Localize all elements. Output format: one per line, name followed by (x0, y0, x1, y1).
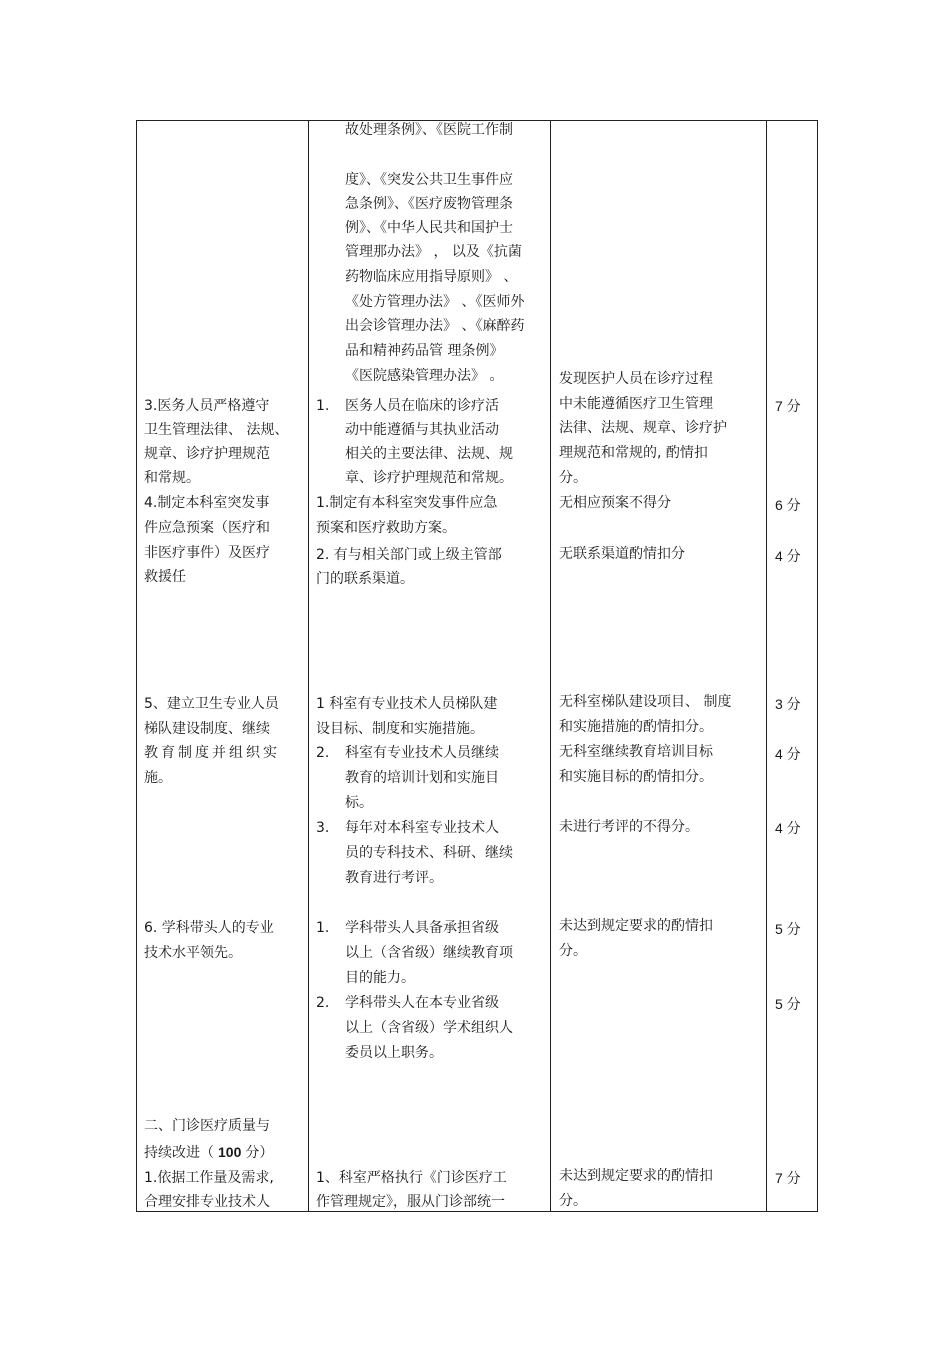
item-title-line: 1.依据工作量及需求, (144, 1170, 274, 1186)
legal-list-line: 《处方管理办法》 、《医师外 (345, 294, 525, 310)
item-title-line: 教育制度并组织实 (144, 745, 280, 761)
deduction-line: 未进行考评的不得分。 (559, 819, 699, 835)
item-title-line: 合理安排专业技术人 (144, 1194, 270, 1210)
requirement-line: 学科带头人具备承担省级 (345, 920, 499, 936)
requirement-line: 预案和医疗救助方案。 (316, 520, 456, 536)
deduction-line: 无相应预案不得分 (559, 495, 671, 511)
item-title-line: 6. 学科带头人的专业 (144, 920, 274, 936)
requirement-number: 1. (316, 920, 330, 936)
requirement-line: 章、诊疗护理规范和常规。 (345, 470, 513, 486)
score: 4 分 (775, 746, 801, 762)
item-title-line: 梯队建设制度、继续 (144, 721, 270, 737)
deduction-line: 发现医护人员在诊疗过程 (559, 371, 713, 387)
score: 4 分 (775, 820, 801, 836)
item-title-line: 救援任 (144, 569, 186, 585)
section-points: 100 (218, 1144, 242, 1160)
requirement-line: 委员以上职务。 (345, 1045, 443, 1061)
requirement-line: 相关的主要法律、法规、规 (345, 446, 513, 462)
score: 3 分 (775, 696, 801, 712)
requirement-number: 1. (316, 398, 330, 414)
requirement-line: 以上（含省级）学术组织人 (345, 1020, 513, 1036)
deduction-line: 未达到规定要求的酌情扣 (559, 1168, 713, 1184)
deduction-line: 分。 (559, 470, 587, 486)
item-title-line: 4.制定本科室突发事 (144, 495, 270, 511)
item-title-line: 和常规。 (144, 470, 200, 486)
section-title-suffix: 分） (245, 1145, 274, 1161)
legal-list-line: 故处理条例》、《医院工作制 (345, 122, 513, 138)
deduction-line: 未达到规定要求的酌情扣 (559, 918, 713, 934)
requirement-line: 1.制定有本科室突发事件应急 (316, 495, 498, 511)
deduction-line: 法律、法规、规章、诊疗护 (559, 420, 727, 436)
requirement-number: 2. (316, 995, 330, 1011)
item-title-line: 施。 (144, 770, 172, 786)
score: 4 分 (775, 548, 801, 564)
item-title-line: 技术水平领先。 (144, 945, 242, 961)
deduction-line: 无科室梯队建设项目、 制度 (559, 694, 732, 710)
score: 6 分 (775, 497, 801, 513)
item-title-line: 3.医务人员严格遵守 (144, 398, 270, 414)
column-divider-3 (766, 120, 767, 1212)
legal-list-line: 《医院感染管理办法》 。 (345, 368, 504, 384)
deduction-line: 分。 (559, 1193, 587, 1209)
column-divider-2 (550, 120, 551, 1212)
legal-list-line: 例》、《中华人民共和国护士 (345, 220, 513, 236)
requirement-line: 2. 有与相关部门或上级主管部 (316, 547, 502, 563)
column-divider-1 (308, 120, 309, 1212)
requirement-line: 每年对本科室专业技术人 (345, 820, 499, 836)
requirement-line: 标。 (345, 795, 373, 811)
section-title-line: 二、门诊医疗质量与 (144, 1118, 270, 1134)
item-title-line: 卫生管理法律、 法规、 (144, 422, 289, 438)
requirement-number: 3. (316, 820, 330, 836)
score: 7 分 (775, 1170, 801, 1186)
item-title-line: 非医疗事件）及医疗 (144, 545, 270, 561)
requirement-line: 1、科室严格执行《门诊医疗工 (316, 1170, 507, 1186)
score: 7 分 (775, 398, 801, 414)
requirement-line: 目的能力。 (345, 970, 415, 986)
section-title-prefix: 持续改进（ (144, 1145, 214, 1161)
item-title-line: 件应急预案（医疗和 (144, 520, 270, 536)
score: 5 分 (775, 996, 801, 1012)
requirement-line: 医务人员在临床的诊疗活 (345, 398, 499, 414)
deduction-line: 和实施目标的酌情扣分。 (559, 769, 713, 785)
deduction-line: 中未能遵循医疗卫生管理 (559, 396, 713, 412)
requirement-line: 作管理规定》，服从门诊部统一 (316, 1194, 505, 1210)
legal-list-line: 出会诊管理办法》 、《麻醉药 (345, 318, 525, 334)
requirement-line: 员的专科技术、科研、继续 (345, 845, 513, 861)
requirement-number: 2. (316, 745, 330, 761)
score: 5 分 (775, 921, 801, 937)
deduction-line: 和实施措施的酌情扣分。 (559, 719, 713, 735)
legal-list-line: 管理那办法》 ， 以及《抗菌 (345, 244, 522, 260)
deduction-line: 理规范和常规的, 酌情扣 (559, 445, 708, 461)
requirement-line: 1 科室有专业技术人员梯队建 (316, 696, 498, 712)
item-title-line: 规章、诊疗护理规范 (144, 446, 270, 462)
requirement-line: 设目标、制度和实施措施。 (316, 721, 484, 737)
requirement-line: 动中能遵循与其执业活动 (345, 422, 499, 438)
item-title-line: 5、建立卫生专业人员 (144, 696, 279, 712)
requirement-line: 门的联系渠道。 (316, 571, 414, 587)
deduction-line: 分。 (559, 943, 587, 959)
requirement-line: 教育的培训计划和实施目 (345, 770, 499, 786)
deduction-line: 无联系渠道酌情扣分 (559, 546, 685, 562)
legal-list-line: 度》、《突发公共卫生事件应 (345, 172, 513, 188)
requirement-line: 科室有专业技术人员继续 (345, 745, 499, 761)
section-title-line (144, 1140, 273, 1166)
requirement-line: 学科带头人在本专业省级 (345, 995, 499, 1011)
legal-list-line: 急条例》、《医疗废物管理条 (345, 196, 513, 212)
legal-list-line: 药物临床应用指导原则》 、 (345, 269, 518, 285)
requirement-line: 以上（含省级）继续教育项 (345, 945, 513, 961)
requirement-line: 教育进行考评。 (345, 870, 443, 886)
legal-list-line: 品和精神药品管 理条例》 (345, 343, 504, 359)
deduction-line: 无科室继续教育培训目标 (559, 744, 713, 760)
